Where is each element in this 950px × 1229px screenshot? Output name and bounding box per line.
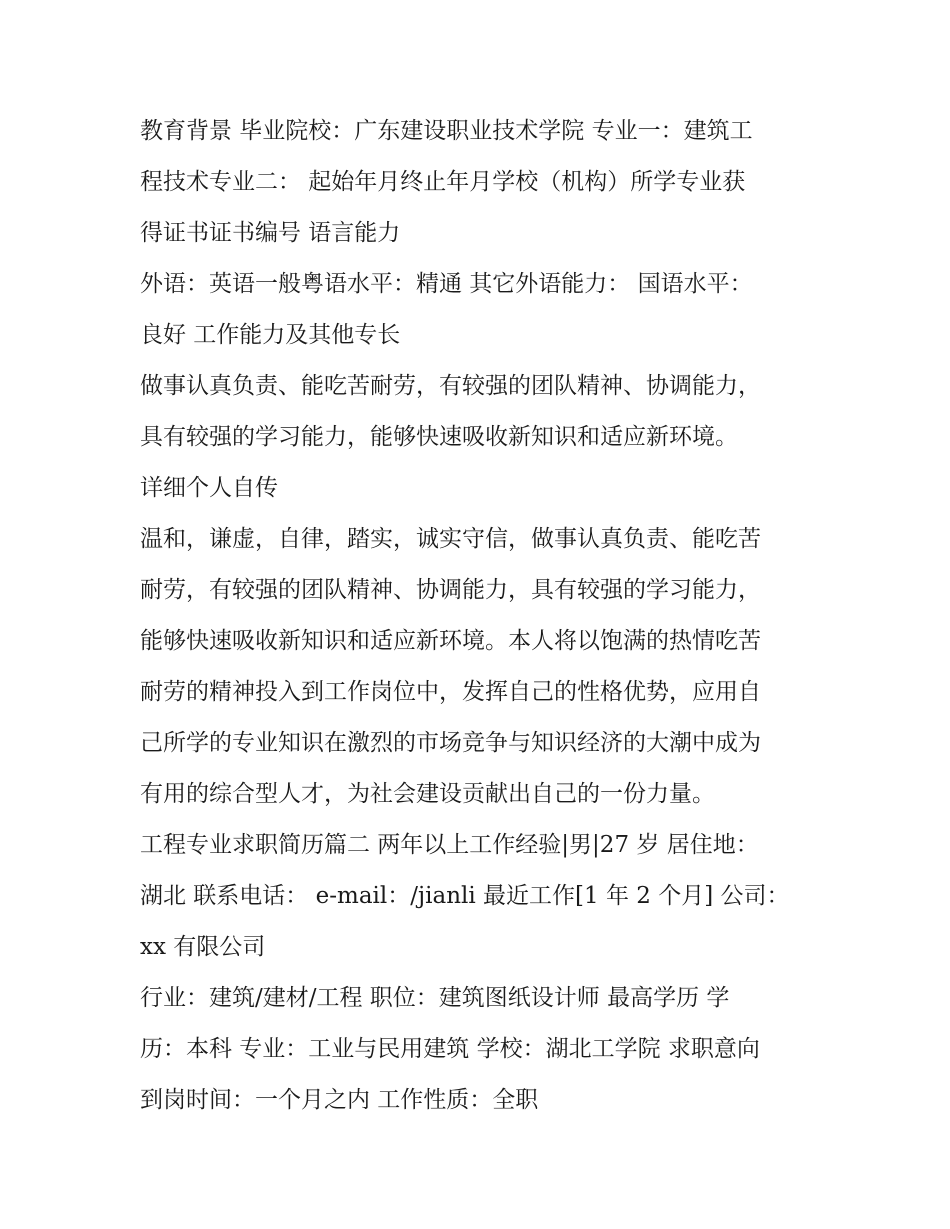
document-body bbox=[140, 106, 820, 1126]
text-line-autobiography-5: 己所学的专业知识在激烈的市场竞争与知识经济的大潮中成为 bbox=[140, 730, 761, 756]
text-line-resume-two-title: 工程专业求职简历篇二 两年以上工作经验|男|27 岁 居住地： bbox=[140, 832, 759, 858]
text-line-certificates-language: 得证书证书编号 语言能力 bbox=[140, 220, 401, 246]
text-line-education-background: 教育背景 毕业院校：广东建设职业技术学院 专业一：建筑工 bbox=[140, 118, 753, 144]
text-line-foreign-language: 外语：英语一般粤语水平：精通 其它外语能力： 国语水平： bbox=[140, 271, 753, 297]
text-line-industry-position: 行业：建筑/建材/工程 职位：建筑图纸设计师 最高学历 学 bbox=[140, 985, 730, 1011]
text-line-autobiography-heading: 详细个人自传 bbox=[140, 475, 278, 501]
text-line-availability: 到岗时间：一个月之内 工作性质：全职 bbox=[140, 1087, 539, 1113]
text-line-education-major: 历：本科 专业：工业与民用建筑 学校：湖北工学院 求职意向 bbox=[140, 1036, 760, 1062]
text-line-major-two: 程技术专业二： 起始年月终止年月学校（机构）所学专业获 bbox=[140, 169, 746, 195]
text-line-autobiography-2: 耐劳，有较强的团队精神、协调能力，具有较强的学习能力， bbox=[140, 577, 761, 603]
text-line-ability-description-2: 具有较强的学习能力，能够快速吸收新知识和适应新环境。 bbox=[140, 424, 738, 450]
text-line-autobiography-1: 温和，谦虚，自律，踏实，诚实守信，做事认真负责、能吃苦 bbox=[140, 526, 761, 552]
text-line-contact-info: 湖北 联系电话： e-mail：/jianli 最近工作[1 年 2 个月] 公司： bbox=[140, 883, 790, 909]
text-line-ability-description-1: 做事认真负责、能吃苦耐劳，有较强的团队精神、协调能力， bbox=[140, 373, 761, 399]
text-line-work-ability: 良好 工作能力及其他专长 bbox=[140, 322, 401, 348]
text-line-autobiography-4: 耐劳的精神投入到工作岗位中，发挥自己的性格优势，应用自 bbox=[140, 679, 761, 705]
text-line-company: xx 有限公司 bbox=[140, 934, 266, 960]
text-line-autobiography-3: 能够快速吸收新知识和适应新环境。本人将以饱满的热情吃苦 bbox=[140, 628, 761, 654]
text-line-autobiography-6: 有用的综合型人才，为社会建设贡献出自己的一份力量。 bbox=[140, 781, 715, 807]
